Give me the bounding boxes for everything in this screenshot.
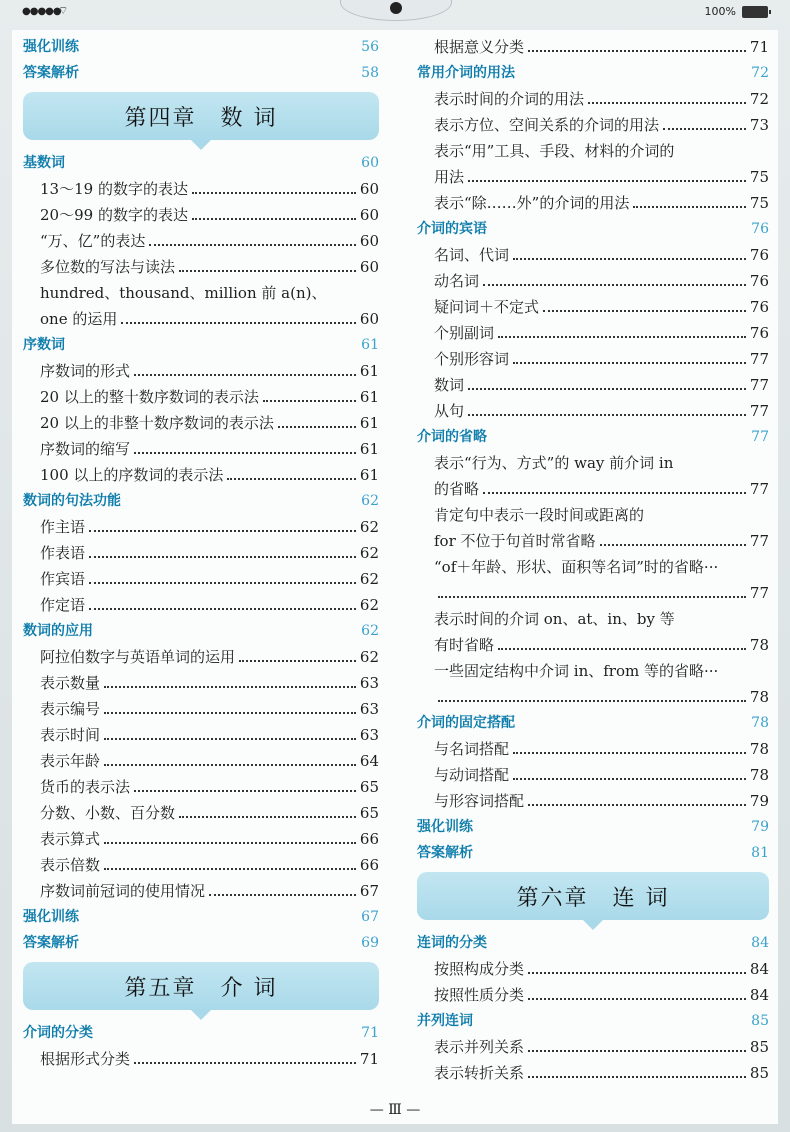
toc-section-entry[interactable] — [23, 150, 379, 176]
dot-leader — [468, 178, 746, 182]
toc-entry-label: 货币的表示法 — [40, 778, 131, 796]
toc-page-number: 76 — [749, 246, 769, 264]
toc-entry[interactable] — [417, 268, 769, 294]
dot-leader — [97, 633, 357, 635]
toc-section-entry[interactable] — [417, 840, 769, 866]
toc-entry[interactable] — [23, 644, 379, 670]
dot-leader — [97, 1035, 357, 1037]
dot-leader — [519, 75, 747, 77]
dot-leader — [227, 476, 356, 480]
toc-page-number: 65 — [359, 804, 379, 822]
toc-page-number: 85 — [751, 1013, 769, 1029]
toc-entry-label: 个别副词 — [434, 324, 495, 342]
toc-page-number: 62 — [359, 648, 379, 666]
toc-entry[interactable] — [417, 450, 769, 476]
dot-leader — [89, 528, 356, 532]
toc-entry[interactable] — [417, 372, 769, 398]
dot-leader — [498, 646, 746, 650]
toc-page-number: 76 — [749, 324, 769, 342]
toc-entry-label: one 的运用 — [40, 310, 118, 328]
chapter-number: 第四章 — [124, 105, 197, 131]
toc-entry-label: 疑问词＋不定式 — [434, 298, 540, 316]
toc-entry[interactable] — [23, 202, 379, 228]
toc-entry-label: 序数词的缩写 — [40, 440, 131, 458]
toc-entry-label: 表示编号 — [40, 700, 101, 718]
dot-leader — [513, 360, 746, 364]
toc-entry[interactable] — [23, 722, 379, 748]
toc-entry[interactable] — [417, 762, 769, 788]
toc-entry[interactable] — [417, 476, 769, 502]
toc-entry-label: 表示算式 — [40, 830, 101, 848]
toc-entry-label: 介词的省略 — [417, 429, 487, 445]
toc-entry-label: 作定语 — [40, 596, 86, 614]
toc-page-number: 84 — [749, 986, 769, 1004]
dot-leader — [89, 554, 356, 558]
dot-leader — [104, 710, 356, 714]
toc-page-number: 60 — [359, 258, 379, 276]
toc-entry-label: 答案解析 — [417, 845, 473, 861]
toc-page-number: 62 — [359, 570, 379, 588]
toc-entry[interactable] — [23, 228, 379, 254]
toc-entry-label: 与名词搭配 — [434, 740, 510, 758]
toc-page-number: 60 — [359, 232, 379, 250]
toc-entry-label: 13～19 的数字的表达 — [40, 180, 188, 198]
dot-leader — [278, 424, 356, 428]
dot-leader — [179, 814, 356, 818]
chapter-banner[interactable] — [23, 962, 379, 1010]
toc-page-number: 69 — [361, 935, 379, 951]
toc-entry-label: 20 以上的整十数序数词的表示法 — [40, 388, 259, 406]
toc-entry-label: 基数词 — [23, 155, 65, 171]
dot-leader — [468, 412, 746, 416]
toc-column-left — [23, 34, 379, 1072]
toc-entry-label: 序数词的形式 — [40, 362, 131, 380]
toc-entry-label: 表示时间 — [40, 726, 101, 744]
toc-section-entry[interactable] — [23, 34, 379, 60]
dot-leader — [134, 788, 356, 792]
toc-entry[interactable] — [23, 826, 379, 852]
dot-leader — [519, 725, 747, 727]
dot-leader — [104, 866, 356, 870]
toc-page-number: 78 — [749, 636, 769, 654]
toc-page-number: 61 — [359, 388, 379, 406]
toc-entry-label: 表示时间的介词的用法 — [434, 90, 585, 108]
toc-entry-label: 表示“用”工具、手段、材料的介词的 — [434, 142, 675, 160]
dot-leader — [149, 242, 356, 246]
toc-page-number: 78 — [749, 766, 769, 784]
toc-entry[interactable] — [23, 306, 379, 332]
toc-entry-label: 并列连词 — [417, 1013, 473, 1029]
toc-page-number: 77 — [749, 480, 769, 498]
toc-page-number: 71 — [359, 1050, 379, 1068]
toc-page-number: 56 — [361, 39, 379, 55]
toc-section-entry[interactable] — [417, 60, 769, 86]
dot-leader — [69, 347, 357, 349]
toc-page-number: 62 — [359, 518, 379, 536]
toc-entry[interactable] — [23, 514, 379, 540]
toc-section-entry[interactable] — [23, 904, 379, 930]
dot-leader — [513, 776, 746, 780]
toc-page-number: 66 — [359, 830, 379, 848]
toc-page-number: 61 — [359, 362, 379, 380]
toc-page-number: 63 — [359, 674, 379, 692]
toc-entry[interactable] — [417, 112, 769, 138]
dot-leader — [209, 892, 356, 896]
toc-entry-label: 表示倍数 — [40, 856, 101, 874]
dot-leader — [498, 334, 746, 338]
dot-leader — [513, 750, 746, 754]
toc-section-entry[interactable] — [23, 332, 379, 358]
toc-entry-label: 一些固定结构中介词 in、from 等的省略··· — [434, 662, 719, 680]
dot-leader — [600, 542, 746, 546]
toc-section-entry[interactable] — [23, 930, 379, 956]
toc-entry-label: 序数词 — [23, 337, 65, 353]
chapter-banner[interactable] — [23, 92, 379, 140]
dot-leader — [69, 165, 357, 167]
toc-section-entry[interactable] — [417, 710, 769, 736]
toc-page-number: 78 — [749, 740, 769, 758]
toc-entry-label: 有时省略 — [434, 636, 495, 654]
toc-entry-label: “万、亿”的表达 — [40, 232, 146, 250]
toc-page-number: 64 — [359, 752, 379, 770]
toc-page-number: 78 — [749, 688, 769, 706]
dot-leader — [483, 282, 746, 286]
toc-entry[interactable] — [417, 190, 769, 216]
toc-page-number: 84 — [749, 960, 769, 978]
toc-entry[interactable] — [23, 774, 379, 800]
toc-section-entry[interactable] — [23, 618, 379, 644]
chapter-title: 介 词 — [220, 975, 278, 1001]
toc-page-number: 77 — [749, 376, 769, 394]
toc-entry-label: 个别形容词 — [434, 350, 510, 368]
dot-leader — [491, 231, 747, 233]
toc-entry-label: 表示数量 — [40, 674, 101, 692]
battery-icon — [742, 6, 768, 18]
dot-leader — [104, 684, 356, 688]
dot-leader — [491, 439, 747, 441]
toc-entry[interactable] — [417, 658, 769, 684]
toc-entry[interactable] — [23, 1046, 379, 1072]
toc-page-number: 77 — [749, 350, 769, 368]
toc-page-number: 81 — [751, 845, 769, 861]
dot-leader — [468, 386, 746, 390]
toc-page-number: 78 — [751, 715, 769, 731]
dot-leader — [89, 606, 356, 610]
toc-page-number: 62 — [361, 493, 379, 509]
toc-entry[interactable] — [23, 358, 379, 384]
battery-percent: 100% — [704, 5, 736, 18]
dot-leader — [263, 398, 356, 402]
toc-entry-label: 答案解析 — [23, 935, 79, 951]
toc-page-number: 58 — [361, 65, 379, 81]
toc-entry-label: 100 以上的序数词的表示法 — [40, 466, 224, 484]
toc-entry-label: 表示年龄 — [40, 752, 101, 770]
toc-entry-label: 表示“行为、方式”的 way 前介词 in — [434, 454, 674, 472]
toc-entry-label: 数词 — [434, 376, 465, 394]
dot-leader — [633, 204, 746, 208]
toc-section-entry[interactable] — [417, 1008, 769, 1034]
toc-page-number: 79 — [749, 792, 769, 810]
chapter-number: 第五章 — [124, 975, 197, 1001]
toc-page-number: 60 — [359, 206, 379, 224]
toc-entry-label: “of＋年龄、形状、面积等名词”时的省略··· — [434, 558, 719, 576]
toc-entry[interactable] — [23, 592, 379, 618]
toc-page — [12, 30, 778, 1124]
dot-leader — [477, 1023, 747, 1025]
toc-entry[interactable] — [417, 982, 769, 1008]
toc-entry-label: 介词的固定搭配 — [417, 715, 515, 731]
dot-leader — [134, 1060, 356, 1064]
dot-leader — [192, 190, 356, 194]
chapter-banner[interactable] — [417, 872, 769, 920]
toc-entry-label: 根据形式分类 — [40, 1050, 131, 1068]
toc-page-number: 60 — [359, 310, 379, 328]
toc-section-entry[interactable] — [417, 814, 769, 840]
toc-page-number: 76 — [749, 272, 769, 290]
page-number-footer: — Ⅲ — — [369, 1102, 421, 1118]
toc-entry-label: 表示时间的介词 on、at、in、by 等 — [434, 610, 675, 628]
toc-entry[interactable] — [417, 736, 769, 762]
toc-page-number: 84 — [751, 935, 769, 951]
toc-entry-label: 根据意义分类 — [434, 38, 525, 56]
toc-entry[interactable] — [23, 462, 379, 488]
toc-page-number: 62 — [361, 623, 379, 639]
dot-leader — [663, 126, 746, 130]
toc-entry-label: 肯定句中表示一段时间或距离的 — [434, 506, 645, 524]
toc-page-number: 72 — [751, 65, 769, 81]
toc-entry[interactable] — [417, 528, 769, 554]
toc-entry[interactable] — [23, 852, 379, 878]
toc-entry[interactable] — [23, 384, 379, 410]
signal-icon: ●●●●● — [22, 6, 61, 17]
toc-entry[interactable] — [23, 566, 379, 592]
toc-section-entry[interactable] — [23, 60, 379, 86]
toc-page-number: 61 — [359, 440, 379, 458]
toc-entry[interactable] — [417, 320, 769, 346]
toc-entry-label: 按照构成分类 — [434, 960, 525, 978]
dot-leader — [528, 802, 746, 806]
dot-leader — [104, 840, 356, 844]
toc-entry-label: 动名词 — [434, 272, 480, 290]
toc-page-number: 63 — [359, 726, 379, 744]
toc-entry[interactable] — [417, 346, 769, 372]
dot-leader — [438, 698, 746, 702]
toc-page-number: 60 — [361, 155, 379, 171]
toc-entry-label: 作宾语 — [40, 570, 86, 588]
dot-leader — [477, 829, 747, 831]
toc-page-number: 76 — [751, 221, 769, 237]
dot-leader — [83, 49, 357, 51]
toc-section-entry[interactable] — [23, 1020, 379, 1046]
toc-entry-label: 介词的宾语 — [417, 221, 487, 237]
dot-leader — [125, 503, 357, 505]
toc-page-number: 71 — [749, 38, 769, 56]
toc-entry-label: 强化训练 — [23, 39, 79, 55]
dot-leader — [104, 762, 356, 766]
toc-page-number: 77 — [749, 402, 769, 420]
chapter-number: 第六章 — [516, 885, 589, 911]
toc-entry[interactable] — [23, 280, 379, 306]
toc-entry-label: 连词的分类 — [417, 935, 487, 951]
toc-page-number: 76 — [749, 298, 769, 316]
toc-entry[interactable] — [23, 436, 379, 462]
toc-entry[interactable] — [23, 670, 379, 696]
toc-entry[interactable] — [417, 1060, 769, 1086]
toc-entry[interactable] — [417, 788, 769, 814]
dot-leader — [121, 320, 356, 324]
toc-page-number: 62 — [359, 544, 379, 562]
dot-leader — [543, 308, 746, 312]
toc-entry-label: 与形容词搭配 — [434, 792, 525, 810]
toc-section-entry[interactable] — [417, 930, 769, 956]
toc-page-number: 77 — [751, 429, 769, 445]
toc-entry-label: 与动词搭配 — [434, 766, 510, 784]
toc-page-number: 73 — [749, 116, 769, 134]
toc-entry-label: 的省略 — [434, 480, 480, 498]
toc-page-number: 62 — [359, 596, 379, 614]
toc-entry[interactable] — [417, 86, 769, 112]
dot-leader — [528, 996, 746, 1000]
toc-entry[interactable] — [23, 800, 379, 826]
dot-leader — [134, 450, 356, 454]
dot-leader — [528, 1048, 746, 1052]
toc-page-number: 65 — [359, 778, 379, 796]
toc-page-number: 67 — [359, 882, 379, 900]
wifi-icon: ⌔ — [58, 4, 69, 17]
toc-entry-label: 作表语 — [40, 544, 86, 562]
toc-entry[interactable] — [417, 956, 769, 982]
toc-entry[interactable] — [417, 632, 769, 658]
toc-entry[interactable] — [23, 254, 379, 280]
toc-page-number: 71 — [361, 1025, 379, 1041]
toc-page-number: 85 — [749, 1064, 769, 1082]
toc-section-entry[interactable] — [417, 216, 769, 242]
dot-leader — [588, 100, 746, 104]
camera-icon — [390, 2, 402, 14]
toc-page-number: 67 — [361, 909, 379, 925]
dot-leader — [477, 855, 747, 857]
toc-column-right — [417, 34, 769, 1086]
dot-leader — [438, 594, 746, 598]
toc-entry-label: 答案解析 — [23, 65, 79, 81]
toc-page-number: 85 — [749, 1038, 769, 1056]
toc-entry-label: 强化训练 — [23, 909, 79, 925]
toc-entry-label: 名词、代词 — [434, 246, 510, 264]
dot-leader — [104, 736, 356, 740]
toc-entry[interactable] — [417, 684, 769, 710]
toc-entry[interactable] — [417, 606, 769, 632]
toc-page-number: 77 — [749, 532, 769, 550]
toc-page-number: 75 — [749, 168, 769, 186]
toc-section-entry[interactable] — [417, 424, 769, 450]
toc-page-number: 61 — [359, 414, 379, 432]
toc-entry-label: 20～99 的数字的表达 — [40, 206, 188, 224]
dot-leader — [513, 256, 746, 260]
toc-entry-label: 多位数的写法与读法 — [40, 258, 176, 276]
toc-entry[interactable] — [417, 1034, 769, 1060]
chapter-title: 连 词 — [612, 885, 670, 911]
toc-entry-label: 从句 — [434, 402, 465, 420]
toc-entry-label: 作主语 — [40, 518, 86, 536]
dot-leader — [239, 658, 356, 662]
toc-entry[interactable] — [23, 878, 379, 904]
toc-entry-label: 强化训练 — [417, 819, 473, 835]
toc-page-number: 61 — [361, 337, 379, 353]
dot-leader — [491, 945, 747, 947]
toc-entry[interactable] — [417, 580, 769, 606]
toc-entry-label: 数词的应用 — [23, 623, 93, 639]
toc-page-number: 61 — [359, 466, 379, 484]
dot-leader — [192, 216, 356, 220]
toc-entry[interactable] — [417, 502, 769, 528]
toc-entry[interactable] — [417, 164, 769, 190]
toc-entry-label: 按照性质分类 — [434, 986, 525, 1004]
toc-entry-label: 分数、小数、百分数 — [40, 804, 176, 822]
dot-leader — [83, 945, 357, 947]
toc-page-number: 77 — [749, 584, 769, 602]
toc-entry-label: 介词的分类 — [23, 1025, 93, 1041]
dot-leader — [89, 580, 356, 584]
toc-entry-label: 表示“除……外”的介词的用法 — [434, 194, 630, 212]
toc-entry-label: 常用介词的用法 — [417, 65, 515, 81]
toc-page-number: 72 — [749, 90, 769, 108]
toc-entry[interactable] — [417, 294, 769, 320]
toc-entry-label: 表示方位、空间关系的介词的用法 — [434, 116, 660, 134]
toc-entry-label: 表示并列关系 — [434, 1038, 525, 1056]
toc-entry-label: 序数词前冠词的使用情况 — [40, 882, 206, 900]
dot-leader — [134, 372, 356, 376]
toc-page-number: 66 — [359, 856, 379, 874]
toc-section-entry[interactable] — [23, 488, 379, 514]
toc-entry-label: 表示转折关系 — [434, 1064, 525, 1082]
toc-entry-label: 用法 — [434, 168, 465, 186]
toc-entry[interactable] — [23, 748, 379, 774]
dot-leader — [179, 268, 356, 272]
toc-entry-label: 数词的句法功能 — [23, 493, 121, 509]
toc-entry[interactable] — [23, 696, 379, 722]
dot-leader — [83, 919, 357, 921]
chapter-title: 数 词 — [220, 105, 278, 131]
toc-page-number: 60 — [359, 180, 379, 198]
toc-page-number: 63 — [359, 700, 379, 718]
toc-entry-label: hundred、thousand、million 前 a(n)、 — [40, 284, 327, 302]
toc-entry-label: for 不位于句首时常省略 — [434, 532, 596, 550]
dot-leader — [83, 75, 357, 77]
toc-entry-label: 20 以上的非整十数序数词的表示法 — [40, 414, 274, 432]
dot-leader — [483, 490, 746, 494]
dot-leader — [528, 970, 746, 974]
toc-page-number: 79 — [751, 819, 769, 835]
status-bar — [0, 0, 790, 24]
toc-entry[interactable] — [417, 138, 769, 164]
toc-entry[interactable] — [23, 176, 379, 202]
dot-leader — [528, 1074, 746, 1078]
dot-leader — [528, 48, 746, 52]
toc-entry[interactable] — [23, 540, 379, 566]
toc-entry[interactable] — [417, 398, 769, 424]
toc-entry[interactable] — [23, 410, 379, 436]
toc-entry[interactable] — [417, 242, 769, 268]
toc-entry[interactable] — [417, 34, 769, 60]
toc-entry-label: 阿拉伯数字与英语单词的运用 — [40, 648, 236, 666]
toc-page-number: 75 — [749, 194, 769, 212]
toc-entry[interactable] — [417, 554, 769, 580]
